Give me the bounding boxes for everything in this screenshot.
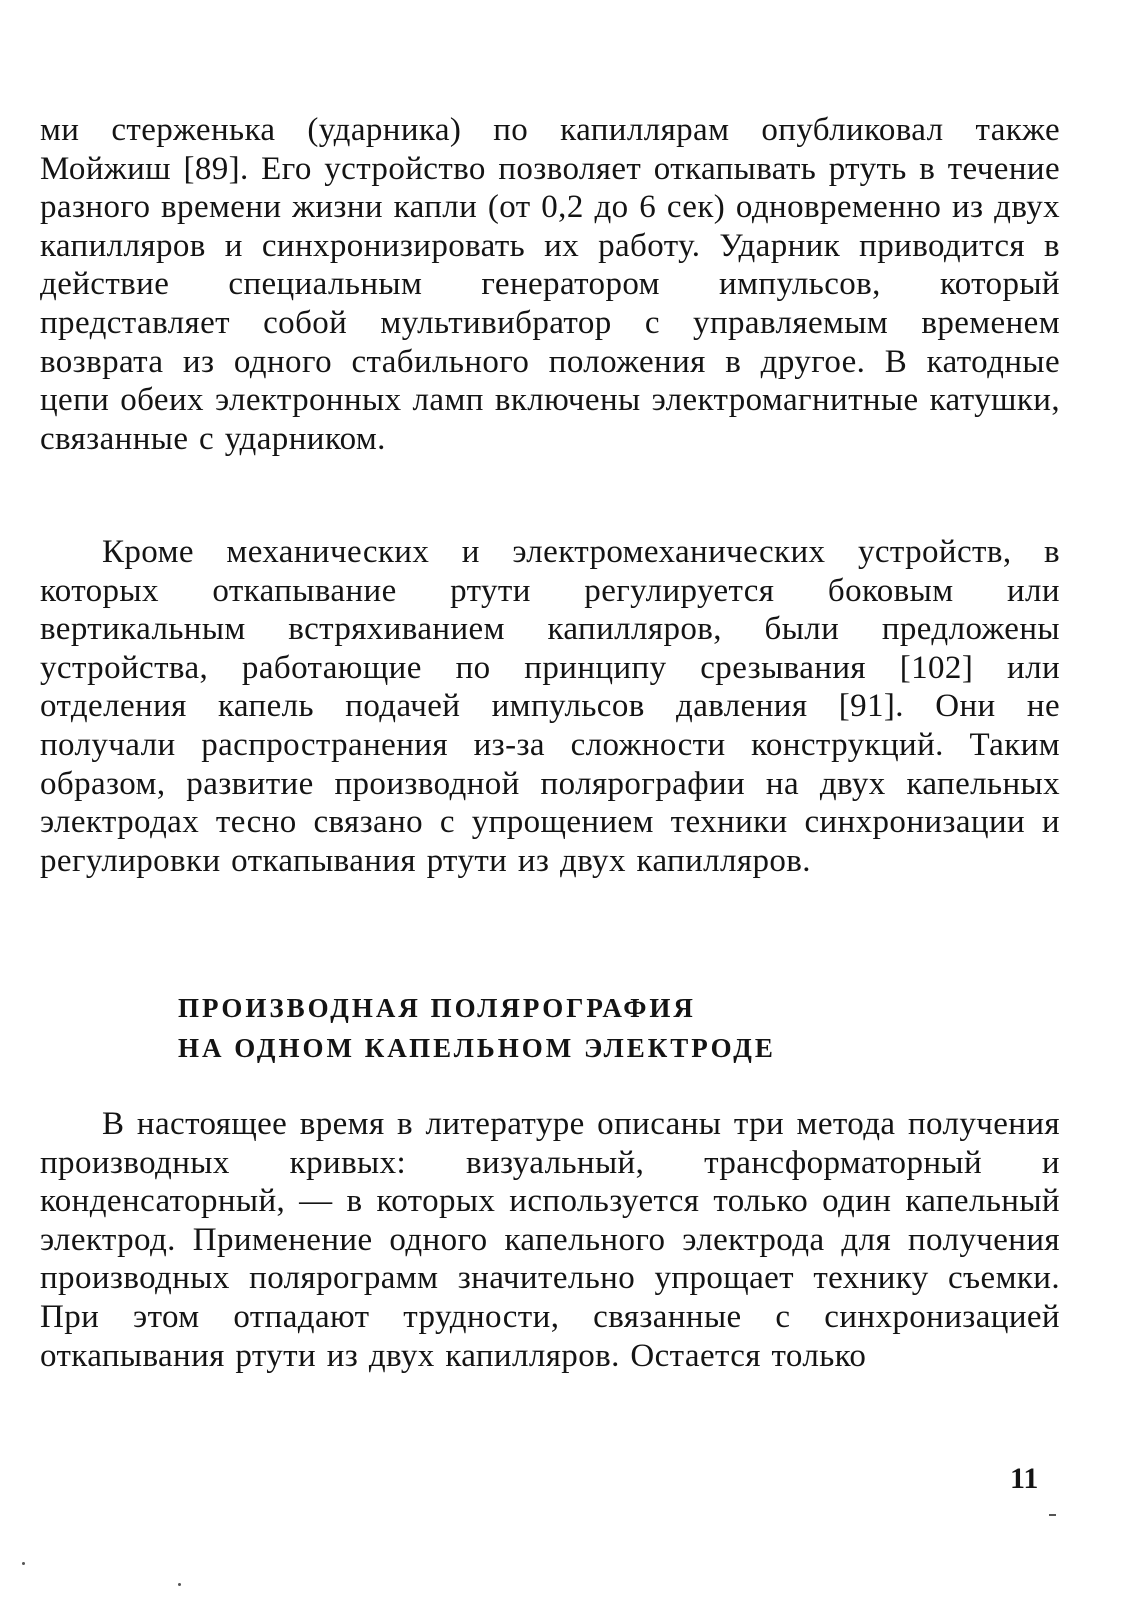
page-number: 11 [1010,1462,1039,1495]
scan-speck [22,1562,25,1565]
scan-speck [1049,1514,1056,1516]
section-heading-line-2: НА ОДНОМ КАПЕЛЬНОМ ЭЛЕКТРОДЕ [178,1033,776,1063]
section-heading [178,988,776,1068]
paragraph-methods: В настоящее время в литературе описаны три метода получения производных кривых: визуальный, трансформаторный и конденсаторный, — в которых используется только один капельный электрод. Применение одного капельного электрода для получения производных полярограмм значительно упрощает технику съемки. При этом отпадают трудности, связанные с синхронизацией откапывания ртути из двух капилляров. Остается только [40,1106,1060,1374]
section-heading-line-1: ПРОИЗВОДНАЯ ПОЛЯРОГРАФИЯ [178,993,696,1023]
paragraph-devices: Кроме механических и электромеханических устройств, в которых откапывание ртути регулируется боковым или вертикальным встряхиванием капилляров, были предложены устройства, работающие по принципу срезывания [102] или отделения капель подачей импульсов давления [91]. Они не получали распространения из-за сложности конструкций. Таким образом, развитие производной полярографии на двух капельных электродах тесно связано с упрощением техники синхронизации и регулировки откапывания ртути из двух капилляров. [40,534,1060,879]
paragraph-continued: ми стерженька (ударника) по капиллярам опубликовал также Мойжиш [89]. Его устройство позволяет откапывать ртуть в течение разного времени жизни капли (от 0,2 до 6 сек) одновременно из двух капилляров и синхронизировать их работу. Ударник приводится в действие специальным генератором импульсов, который представляет собой мультивибратор с управляемым временем возврата из одного стабильного положения в другое. В катодные цепи обеих электронных ламп включены электромагнитные катушки, связанные с ударником. [40,112,1060,457]
scan-speck [178,1583,181,1586]
